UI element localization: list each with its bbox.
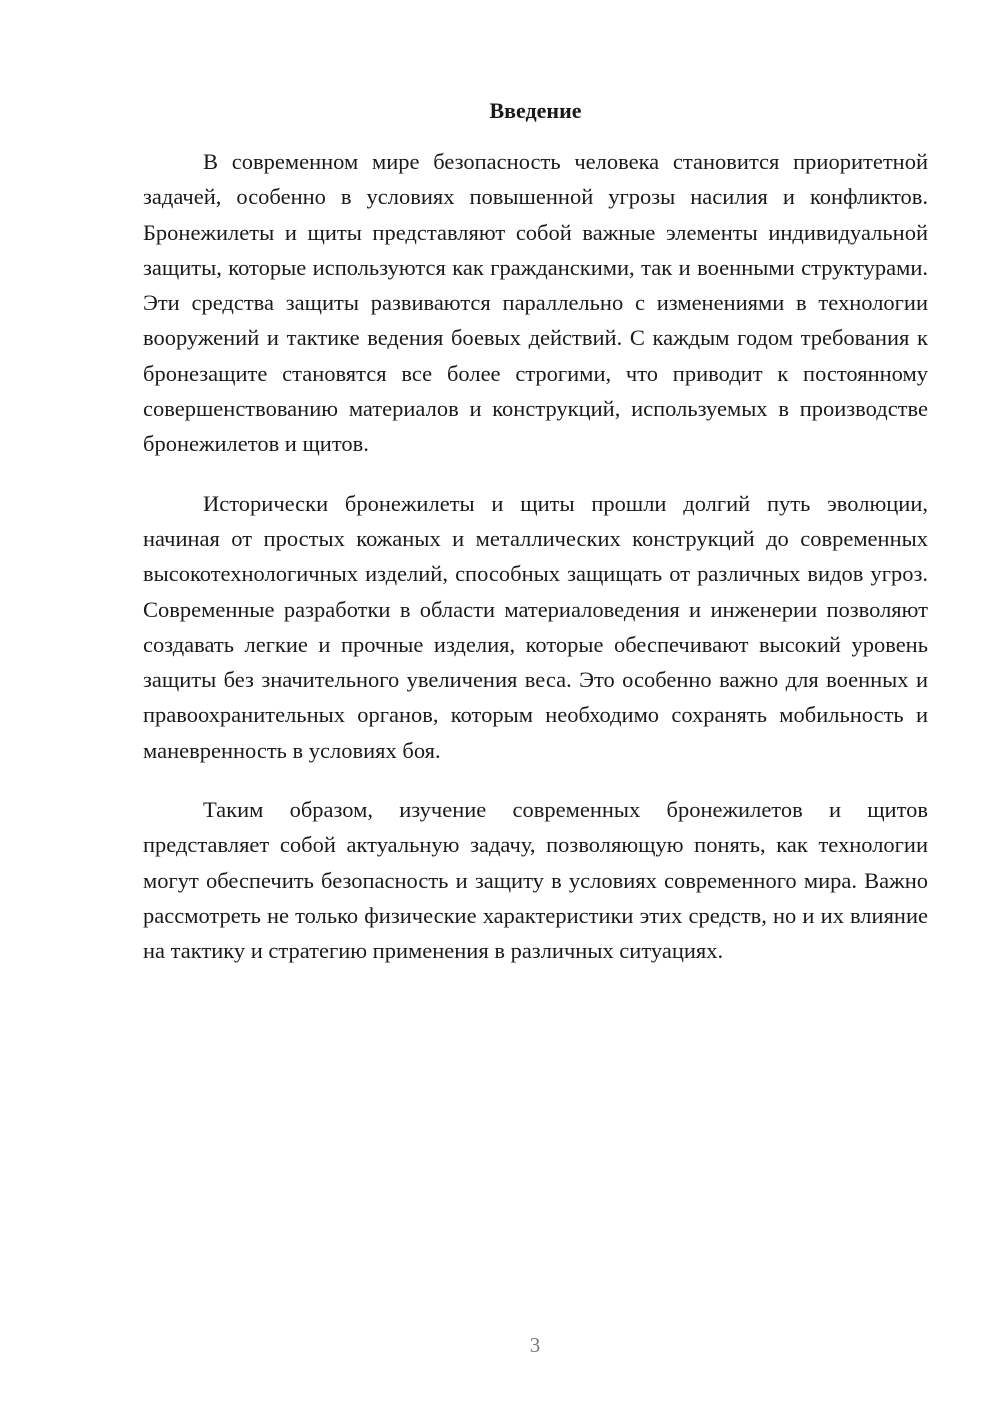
section-title: Введение (489, 98, 582, 123)
paragraph-3: Таким образом, изучение современных бронежилетов и щитов представляет собой актуальную задачу, позволяющую понять, как технологии могут обеспечить безопасность и защиту в условиях современного мира. Важно рассмотреть не только физические характеристики этих средств, но и их влияние на тактику и стратегию применения в различных ситуациях. (143, 797, 928, 964)
page-number: 3 (529, 1333, 541, 1357)
paragraph-1: В современном мире безопасность человека становится приоритетной задачей, особенно в условиях повышенной угрозы насилия и конфликтов. Бронежилеты и щиты представляют собой важные элементы индивидуальной защиты, которые используются как гражданскими, так и военными структурами. Эти средства защиты развиваются параллельно с изменениями в технологии вооружений и тактике ведения боевых действий. С каждым годом требования к бронезащите становятся все более строгими, что приводит к постоянному совершенствованию материалов и конструкций, используемых в производстве бронежилетов и щитов. (143, 149, 928, 457)
page-content (143, 96, 928, 993)
paragraph-2: Исторически бронежилеты и щиты прошли долгий путь эволюции, начиная от простых кожаных и металлических конструкций до современных высокотехнологичных изделий, способных защищать от различных видов угроз. Современные разработки в области материаловедения и инженерии позволяют создавать легкие и прочные изделия, которые обеспечивают высокий уровень защиты без значительного увеличения веса. Это особенно важно для военных и правоохранительных органов, которым необходимо сохранять мобильность и маневренность в условиях боя. (143, 490, 928, 763)
